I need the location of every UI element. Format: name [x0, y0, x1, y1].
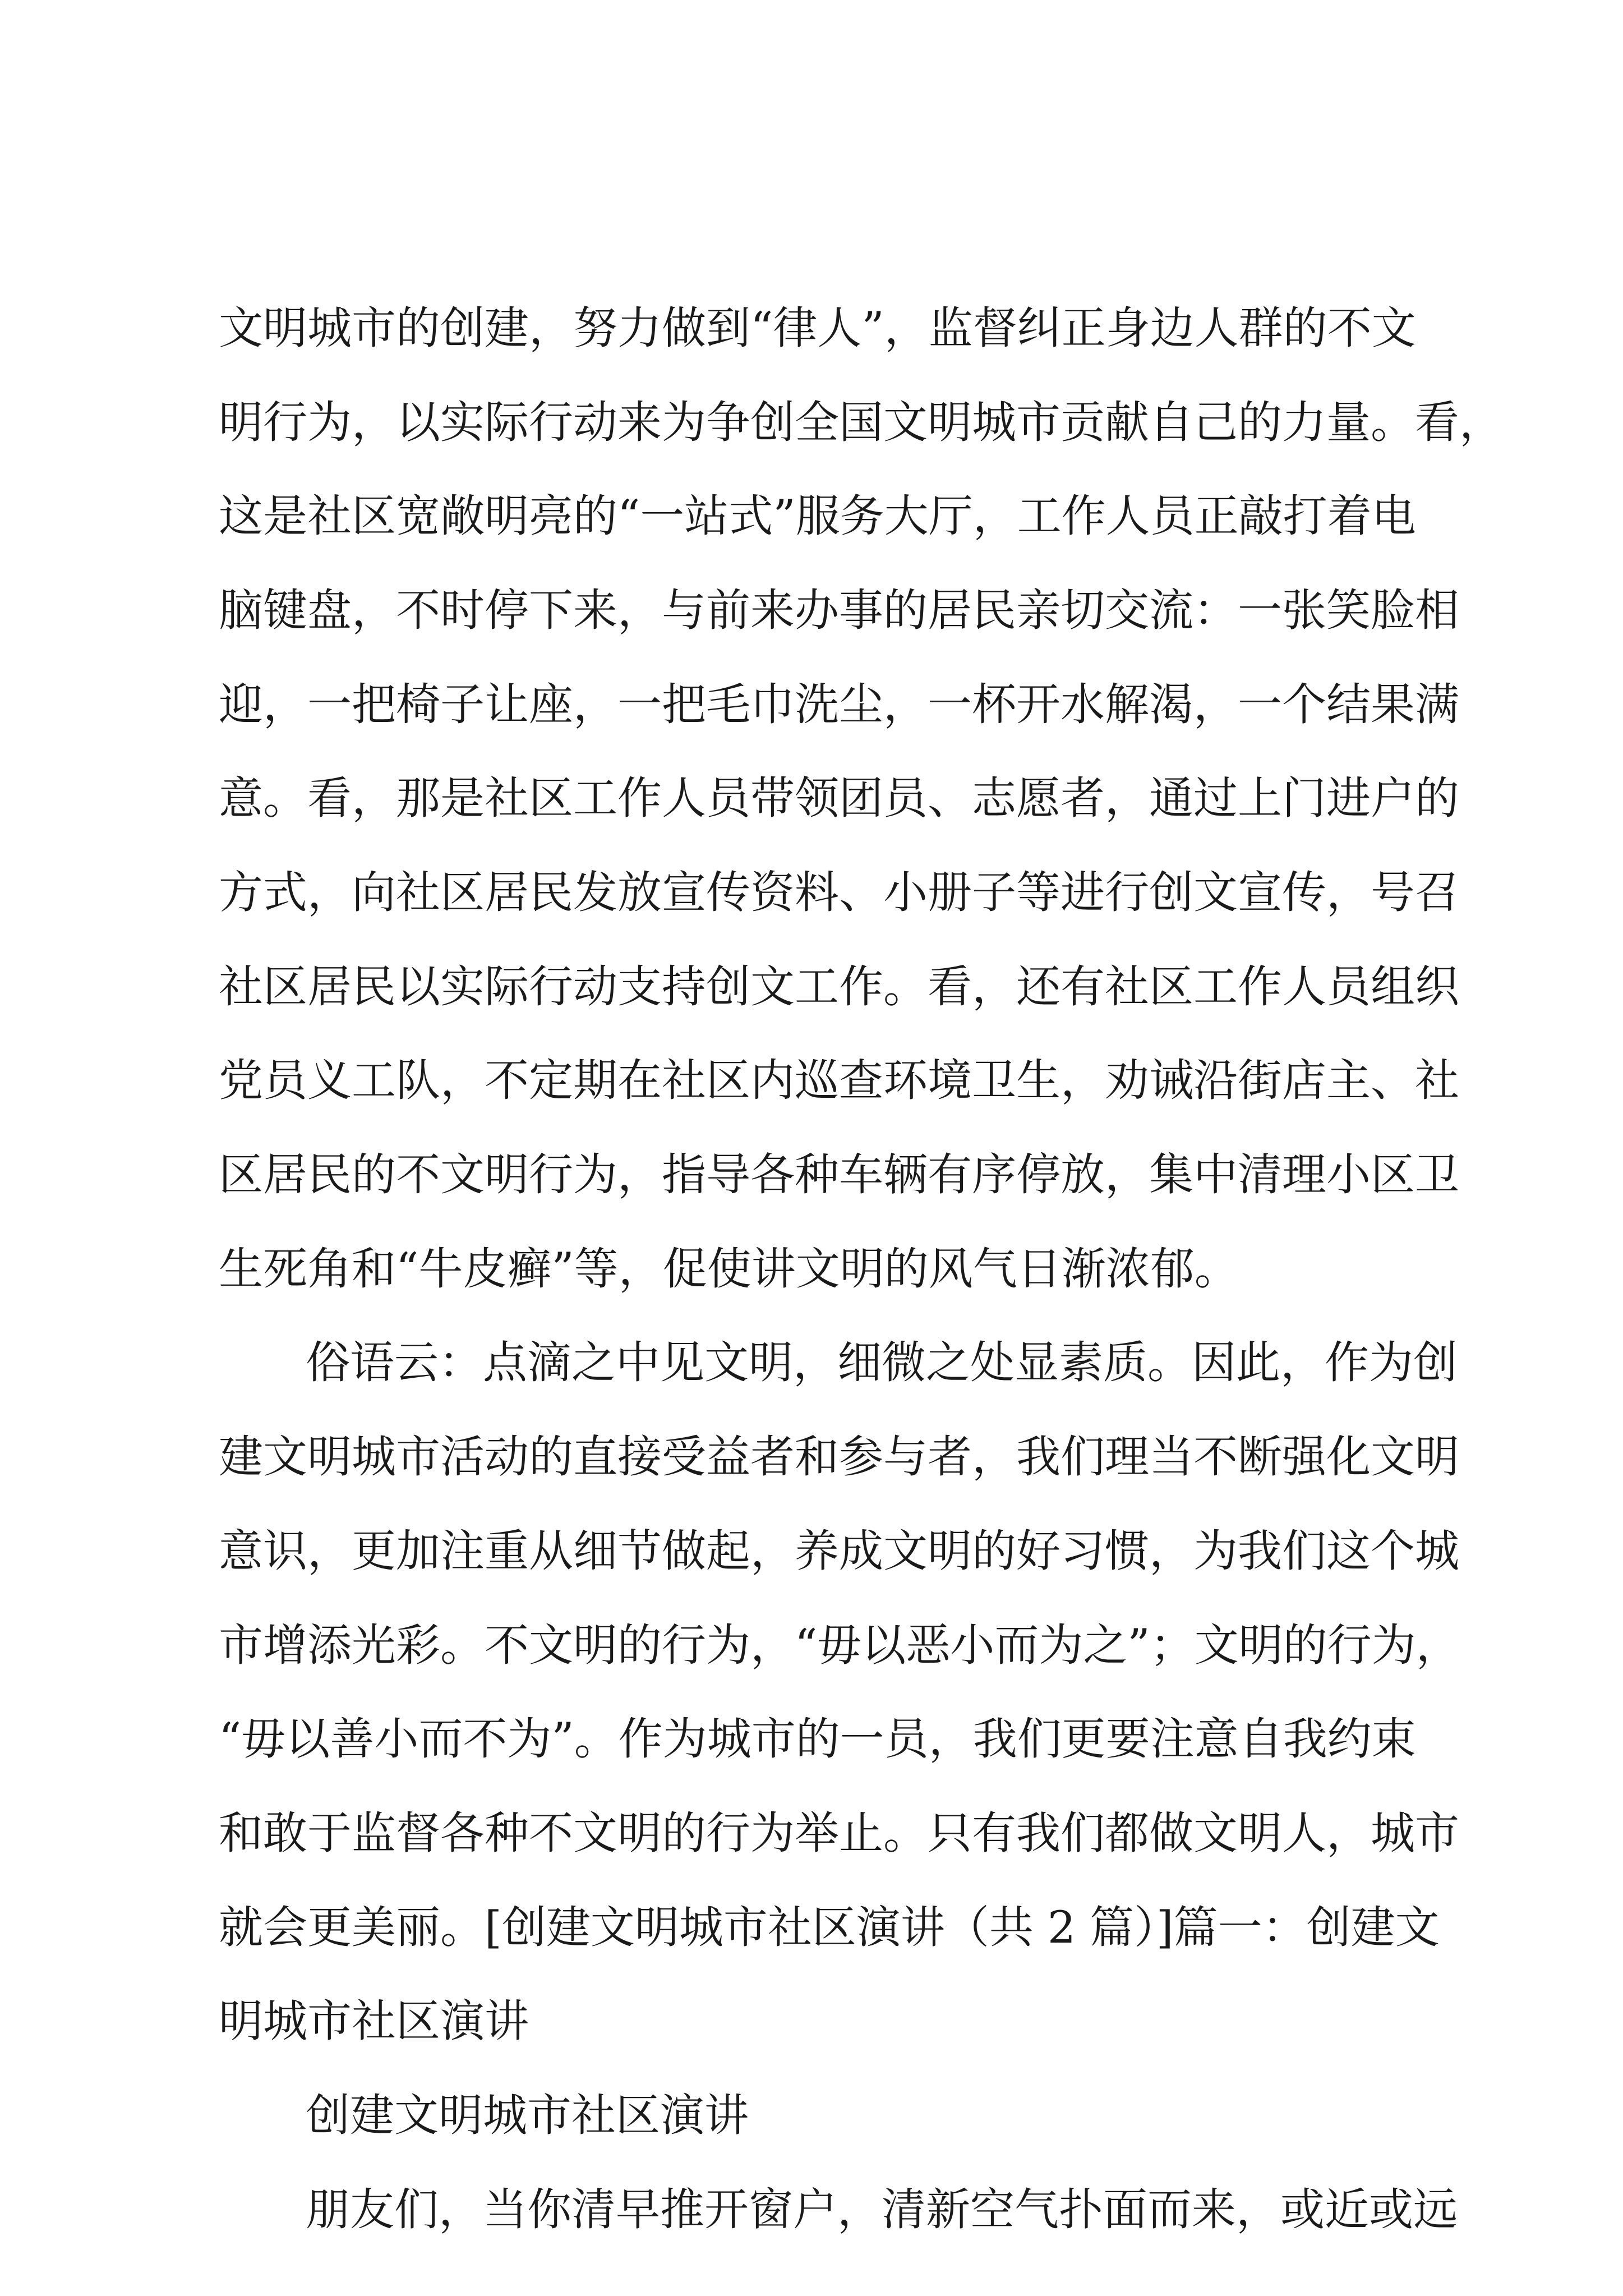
body-text-line: 朋友们，当你清早推开窗户，清新空气扑面而来，或近或远: [306, 2184, 1458, 2235]
section-heading: 创建文明城市社区演讲: [306, 2090, 749, 2141]
body-text-line: 文明城市的创建，努力做到“律人”，监督纠正身边人群的不文: [219, 302, 1416, 354]
body-text-line: 意识，更加注重从细节做起，养成文明的好习惯，为我们这个城: [219, 1525, 1459, 1577]
body-text-line: 生死角和“牛皮癣”等，促使讲文明的风气日渐浓郁。: [219, 1243, 1239, 1295]
body-text-line: 党员义工队，不定期在社区内巡查环境卫生，劝诫沿街店主、社: [219, 1055, 1459, 1106]
body-text-line: 迎，一把椅子让座，一把毛巾洗尘，一杯开水解渴，一个结果满: [219, 679, 1459, 730]
body-text-line: 脑键盘，不时停下来，与前来办事的居民亲切交流：一张笑脸相: [219, 585, 1459, 636]
body-text-line: 市增添光彩。不文明的行为，“毋以恶小而为之”；文明的行为，: [219, 1619, 1460, 1671]
body-text-line: 区居民的不文明行为，指导各种车辆有序停放，集中清理小区卫: [219, 1149, 1459, 1200]
body-text-line: 明城市社区演讲: [219, 1995, 529, 2047]
body-text-line: 和敢于监督各种不文明的行为举止。只有我们都做文明人，城市: [219, 1807, 1459, 1859]
body-text-line: 意。看，那是社区工作人员带领团员、志愿者，通过上门进户的: [219, 772, 1459, 824]
body-text-line: 这是社区宽敞明亮的“一站式”服务大厅，工作人员正敲打着电: [219, 490, 1416, 542]
body-text-line: 方式，向社区居民发放宣传资料、小册子等进行创文宣传，号召: [219, 867, 1459, 918]
body-text-line: 社区居民以实际行动支持创文工作。看，还有社区工作人员组织: [219, 961, 1459, 1013]
body-text-line: “毋以善小而不为”。作为城市的一员，我们更要注意自我约束: [219, 1713, 1416, 1765]
body-text-line: 俗语云：点滴之中见文明，细微之处显素质。因此，作为创: [306, 1337, 1458, 1388]
body-text-line: 就会更美丽。[创建文明城市社区演讲（共 2 篇）]篇一：创建文: [219, 1902, 1440, 1953]
body-text-line: 明行为，以实际行动来为争创全国文明城市贡献自己的力量。看，: [219, 397, 1504, 448]
body-text-line: 建文明城市活动的直接受益者和参与者，我们理当不断强化文明: [219, 1431, 1459, 1483]
